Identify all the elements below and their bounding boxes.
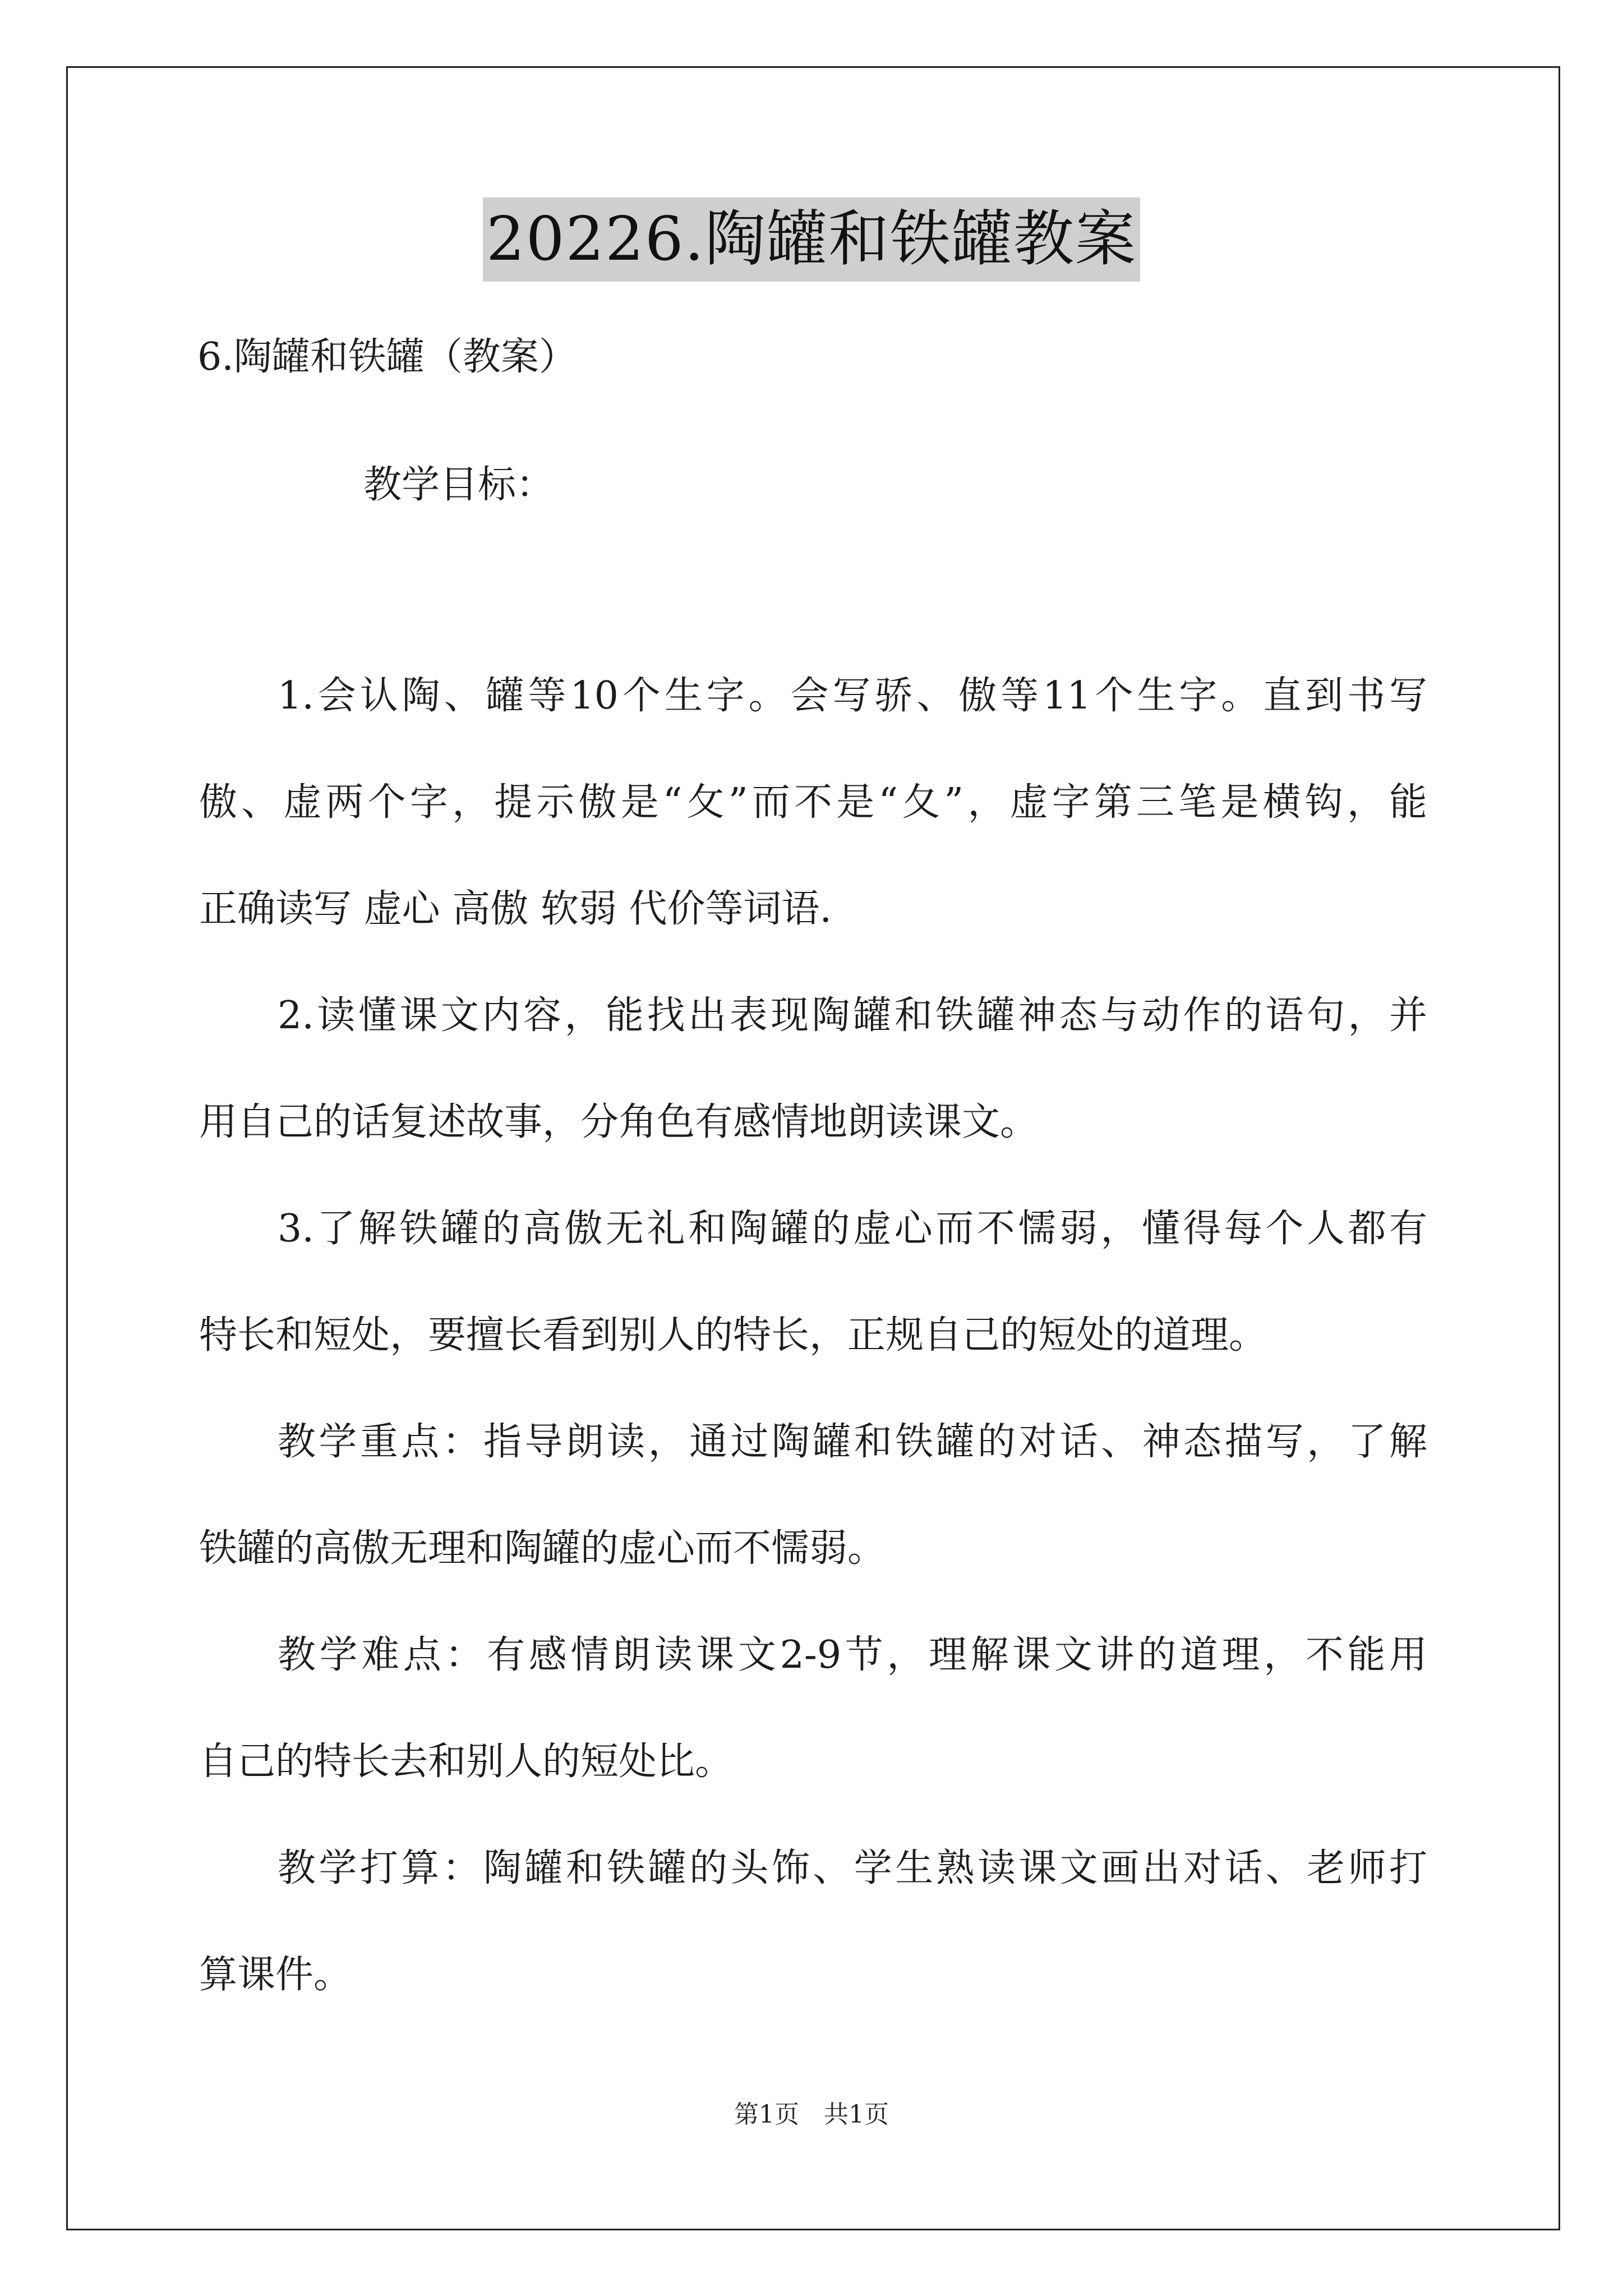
lesson-subtitle: 6.陶罐和铁罐（教案）: [197, 335, 577, 379]
page-number: 第1页: [734, 2100, 799, 2129]
objective-1-line-2: 傲、虚两个字，提示傲是“攵”而不是“夂”，虚字第三笔是横钩，能: [199, 780, 1427, 825]
objective-1-line-1: 1.会认陶、罐等10个生字。会写骄、傲等11个生字。直到书写: [278, 674, 1427, 718]
document-title: 20226.陶罐和铁罐教案: [483, 197, 1140, 282]
page-total: 共1页: [824, 2100, 889, 2129]
preparation-line-2: 算课件。: [199, 1953, 352, 1997]
objective-3-line-2: 特长和短处，要擅长看到别人的特长，正规自己的短处的道理。: [199, 1313, 1267, 1358]
key-points-line-2: 铁罐的高傲无理和陶罐的虚心而不懦弱。: [199, 1526, 886, 1571]
difficulties-line-2: 自己的特长去和别人的短处比。: [199, 1740, 734, 1784]
difficulties-line-1: 教学难点：有感情朗读课文2-9节，理解课文讲的道理，不能用: [278, 1633, 1427, 1677]
objective-2-line-2: 用自己的话复述故事，分角色有感情地朗读课文。: [199, 1100, 1039, 1144]
objective-1-line-3: 正确读写 虚心 高傲 软弱 代价等词语.: [199, 887, 832, 931]
page-footer: [0, 2098, 1623, 2132]
page-border: [66, 66, 1560, 2230]
objective-2-line-1: 2.读懂课文内容，能找出表现陶罐和铁罐神态与动作的语句，并: [278, 993, 1427, 1038]
objectives-heading: 教学目标：: [363, 463, 555, 507]
objective-3-line-1: 3.了解铁罐的高傲无礼和陶罐的虚心而不懦弱，懂得每个人都有: [278, 1207, 1427, 1251]
key-points-line-1: 教学重点：指导朗读，通过陶罐和铁罐的对话、神态描写，了解: [278, 1420, 1427, 1464]
preparation-line-1: 教学打算：陶罐和铁罐的头饰、学生熟读课文画出对话、老师打: [278, 1846, 1427, 1890]
title-container: [0, 197, 1623, 282]
